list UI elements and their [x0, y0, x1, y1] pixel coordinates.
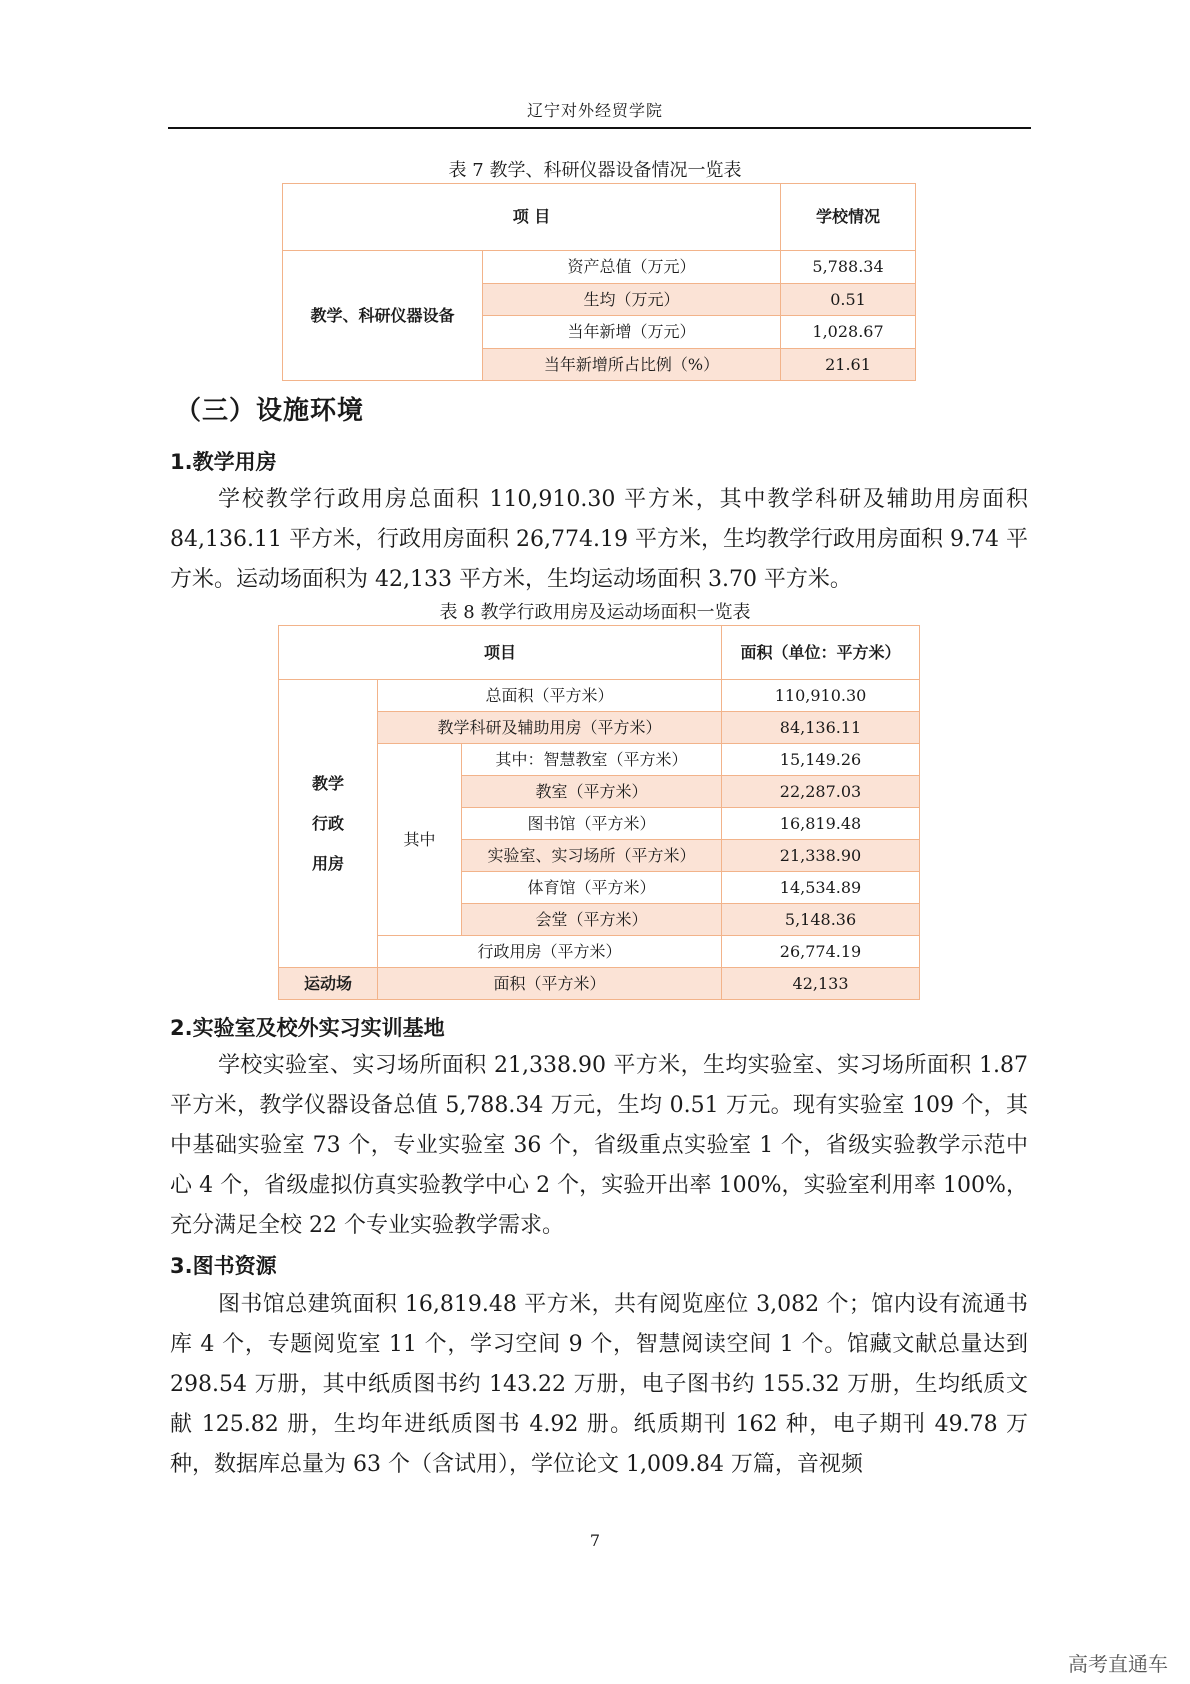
table7-row-value: 5,788.34 — [781, 251, 916, 284]
table7-row-value: 21.61 — [781, 349, 916, 381]
building-area-table — [278, 625, 920, 1000]
table8-row-value: 110,910.30 — [722, 680, 920, 712]
equipment-table — [282, 183, 916, 381]
table7-header-item: 项 目 — [283, 184, 781, 251]
header-divider — [168, 127, 1031, 129]
table7-row-value: 1,028.67 — [781, 316, 916, 349]
table7-row-label: 资产总值（万元） — [483, 251, 781, 284]
table8-row-value: 5,148.36 — [722, 904, 920, 936]
table8-row-label: 面积（平方米） — [378, 968, 722, 1000]
table8-row-label: 图书馆（平方米） — [462, 808, 722, 840]
table8-group-line: 行政 — [311, 813, 344, 833]
table8-row-value: 21,338.90 — [722, 840, 920, 872]
section-title: （三）设施环境 — [175, 396, 365, 426]
table8-row-label: 体育馆（平方米） — [462, 872, 722, 904]
paragraph-teaching-buildings: 学校教学行政用房总面积 110,910.30 平方米，其中教学科研及辅助用房面积 84,136.11 平方米，行政用房面积 26,774.19 平方米，生均教学行政用房面积 9.74 平方米。运动场面积为 42,133 平方米，生均运动场面积 3.70 平方米。 — [170, 487, 1028, 592]
table7-group-label: 教学、科研仪器设备 — [283, 251, 483, 381]
table8-row-value: 16,819.48 — [722, 808, 920, 840]
table8-row-value: 42,133 — [722, 968, 920, 1000]
table8-row-label: 教室（平方米） — [462, 776, 722, 808]
paragraph-labs: 学校实验室、实习场所面积 21,338.90 平方米，生均实验室、实习场所面积 1.87 平方米，教学仪器设备总值 5,788.34 万元，生均 0.51 万元。现有实验室 109 个，其中基础实验室 73 个，专业实验室 36 个，省级重点实验室 1 个，省级实验教学示范中心 4 个，省级虚拟仿真实验教学中心 2 个，实验开出率 100%，实验室利用率 100%，充分满足全校 22 个专业实验教学需求。 — [170, 1053, 1028, 1238]
table8-row-label: 教学科研及辅助用房（平方米） — [378, 712, 722, 744]
table8-row-label: 实验室、实习场所（平方米） — [462, 840, 722, 872]
table8-row-label: 会堂（平方米） — [462, 904, 722, 936]
page-header-title: 辽宁对外经贸学院 — [526, 101, 663, 120]
table8-subgroup-label: 其中 — [378, 744, 462, 936]
table8-caption: 表 8 教学行政用房及运动场面积一览表 — [439, 602, 751, 623]
table8-row-value: 22,287.03 — [722, 776, 920, 808]
table7-caption: 表 7 教学、科研仪器设备情况一览表 — [448, 160, 742, 181]
table8-row-value: 26,774.19 — [722, 936, 920, 968]
watermark-text: 高考直通车 — [1068, 1652, 1168, 1676]
table8-row-label: 其中：智慧教室（平方米） — [462, 744, 722, 776]
table8-row-value: 15,149.26 — [722, 744, 920, 776]
table8-group-line: 用房 — [311, 853, 344, 873]
page-number: 7 — [589, 1531, 601, 1550]
table7-row-label: 生均（万元） — [483, 284, 781, 316]
table8-row-value: 84,136.11 — [722, 712, 920, 744]
table7-row-label: 当年新增所占比例（%） — [483, 349, 781, 381]
table8-row-label: 总面积（平方米） — [378, 680, 722, 712]
subsection-title-labs: 2.实验室及校外实习实训基地 — [170, 1016, 445, 1040]
table8-header-area: 面积（单位：平方米） — [722, 626, 920, 680]
subsection-title-library: 3.图书资源 — [170, 1254, 277, 1278]
table7-header-status: 学校情况 — [781, 184, 916, 251]
table8-sports-label: 运动场 — [279, 968, 378, 1000]
table8-header-item: 项目 — [279, 626, 722, 680]
paragraph-library: 图书馆总建筑面积 16,819.48 平方米，共有阅览座位 3,082 个；馆内设有流通书库 4 个，专题阅览室 11 个，学习空间 9 个，智慧阅读空间 1 个。馆藏文献总量达到 298.54 万册，其中纸质图书约 143.22 万册，电子图书约 155.32 万册，生均纸质文献 125.82 册，生均年进纸质图书 4.92 册。纸质期刊 162 种，电子期刊 49.78 万种，数据库总量为 63 个（含试用），学位论文 1,009.84 万篇，音视频 — [170, 1292, 1028, 1477]
table8-row-value: 14,534.89 — [722, 872, 920, 904]
table8-group-label — [279, 680, 378, 968]
table7-row-label: 当年新增（万元） — [483, 316, 781, 349]
table8-row-label: 行政用房（平方米） — [378, 936, 722, 968]
table8-group-line: 教学 — [311, 773, 344, 793]
table7-row-value: 0.51 — [781, 284, 916, 316]
subsection-title-teaching-buildings: 1.教学用房 — [170, 450, 277, 474]
